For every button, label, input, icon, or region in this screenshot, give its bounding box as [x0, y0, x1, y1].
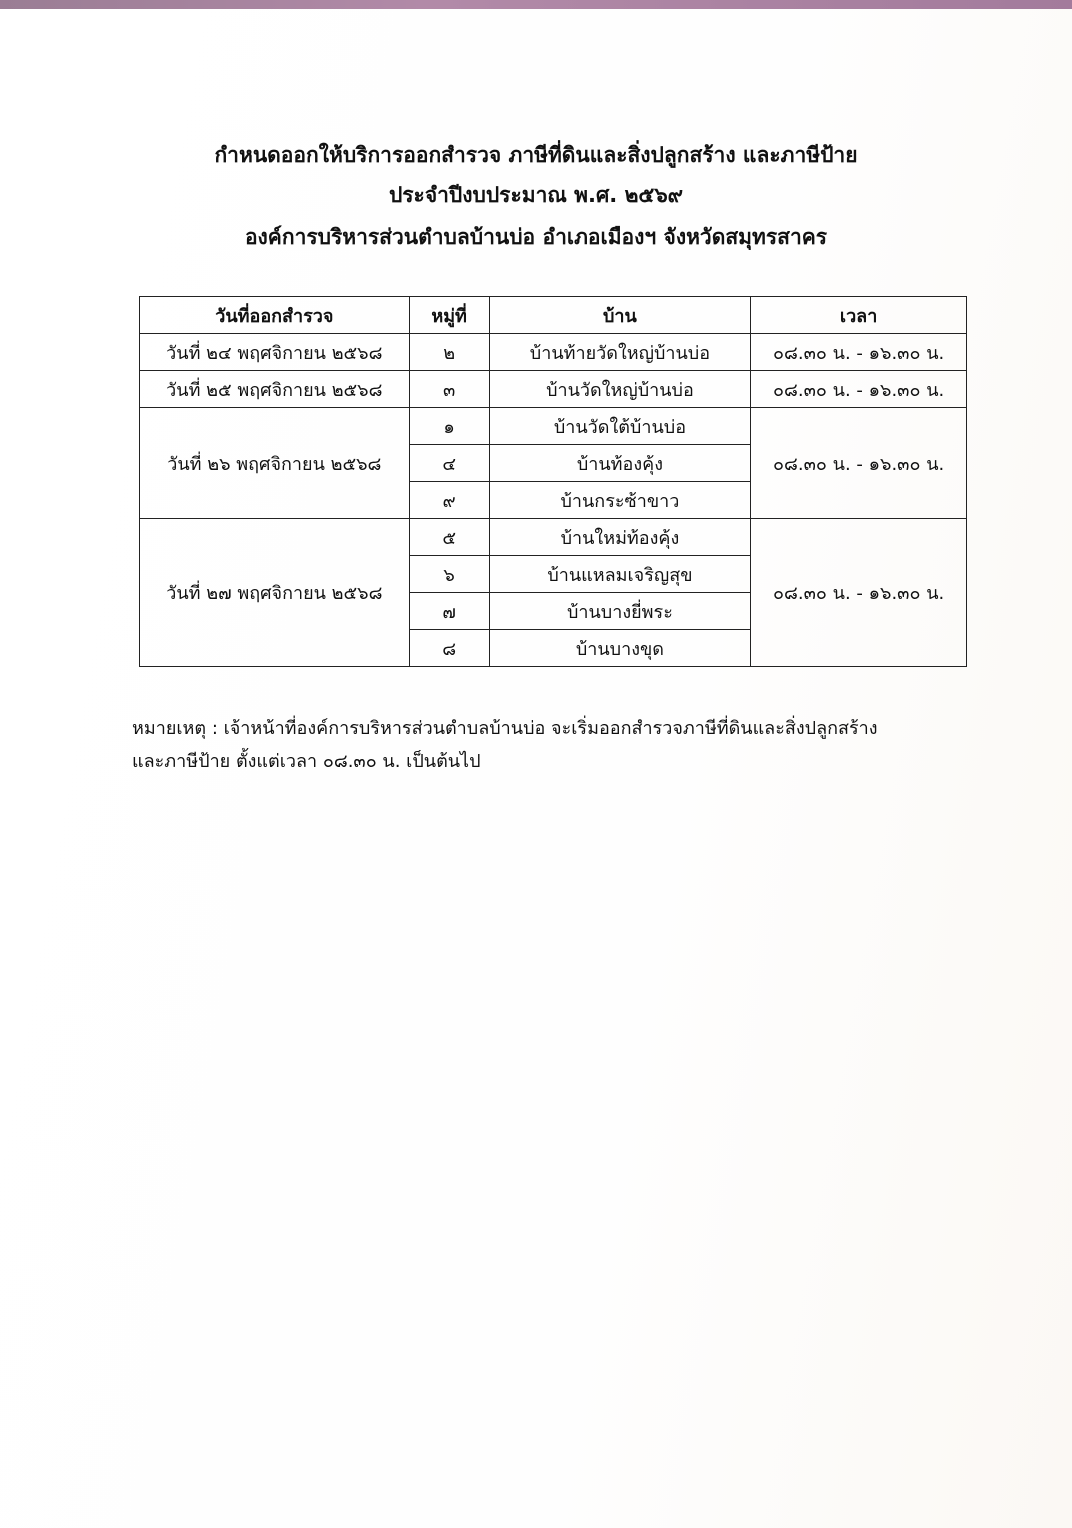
survey-date-cell: วันที่ ๒๖ พฤศจิกายน ๒๕๖๘ — [140, 408, 410, 519]
survey-date-cell: วันที่ ๒๗ พฤศจิกายน ๒๕๖๘ — [140, 519, 410, 667]
village-cell: บ้านท้ายวัดใหญ่บ้านบ่อ — [489, 334, 751, 371]
village-cell: บ้านท้องคุ้ง — [489, 445, 751, 482]
moo-cell: ๖ — [409, 556, 489, 593]
village-cell: บ้านบางยี่พระ — [489, 593, 751, 630]
time-cell: ๐๘.๓๐ น. - ๑๖.๓๐ น. — [751, 371, 967, 408]
village-cell: บ้านใหม่ท้องคุ้ง — [489, 519, 751, 556]
column-header-date: วันที่ออกสำรวจ — [140, 297, 410, 334]
village-cell: บ้านแหลมเจริญสุข — [489, 556, 751, 593]
fiscal-year-line: ประจำปีงบประมาณ พ.ศ. ๒๕๖๙ — [388, 183, 684, 207]
column-header-village: บ้าน — [489, 297, 751, 334]
village-cell: บ้านวัดใต้บ้านบ่อ — [489, 408, 751, 445]
survey-schedule-table — [139, 296, 967, 667]
moo-cell: ๒ — [409, 334, 489, 371]
moo-cell: ๓ — [409, 371, 489, 408]
column-header-time: เวลา — [751, 297, 967, 334]
note-paragraph — [132, 712, 982, 778]
table-row — [140, 519, 967, 556]
table-row — [140, 334, 967, 371]
moo-cell: ๕ — [409, 519, 489, 556]
village-cell: บ้านกระซ้าขาว — [489, 482, 751, 519]
survey-date-cell: วันที่ ๒๕ พฤศจิกายน ๒๕๖๘ — [140, 371, 410, 408]
survey-date-cell: วันที่ ๒๔ พฤศจิกายน ๒๕๖๘ — [140, 334, 410, 371]
time-cell: ๐๘.๓๐ น. - ๑๖.๓๐ น. — [751, 334, 967, 371]
note-line-2: และภาษีป้าย ตั้งแต่เวลา ๐๘.๓๐ น. เป็นต้นไป — [132, 751, 481, 772]
column-header-moo: หมู่ที่ — [409, 297, 489, 334]
moo-cell: ๔ — [409, 445, 489, 482]
time-cell: ๐๘.๓๐ น. - ๑๖.๓๐ น. — [751, 408, 967, 519]
organization-line: องค์การบริหารส่วนตำบลบ้านบ่อ อำเภอเมืองฯ จังหวัดสมุทรสาคร — [244, 225, 828, 249]
moo-cell: ๘ — [409, 630, 489, 667]
table-row — [140, 408, 967, 445]
moo-cell: ๑ — [409, 408, 489, 445]
moo-cell: ๙ — [409, 482, 489, 519]
scan-top-edge — [0, 0, 1072, 9]
moo-cell: ๗ — [409, 593, 489, 630]
village-cell: บ้านวัดใหญ่บ้านบ่อ — [489, 371, 751, 408]
table-row — [140, 371, 967, 408]
table-header-row — [140, 297, 967, 334]
note-line-1: หมายเหตุ : เจ้าหน้าที่องค์การบริหารส่วนตำบลบ้านบ่อ จะเริ่มออกสำรวจภาษีที่ดินและสิ่งปลูกสร้าง — [132, 718, 878, 739]
document-title: กำหนดออกให้บริการออกสำรวจ ภาษีที่ดินและสิ่งปลูกสร้าง และภาษีป้าย — [214, 143, 858, 167]
time-cell: ๐๘.๓๐ น. - ๑๖.๓๐ น. — [751, 519, 967, 667]
village-cell: บ้านบางขุด — [489, 630, 751, 667]
